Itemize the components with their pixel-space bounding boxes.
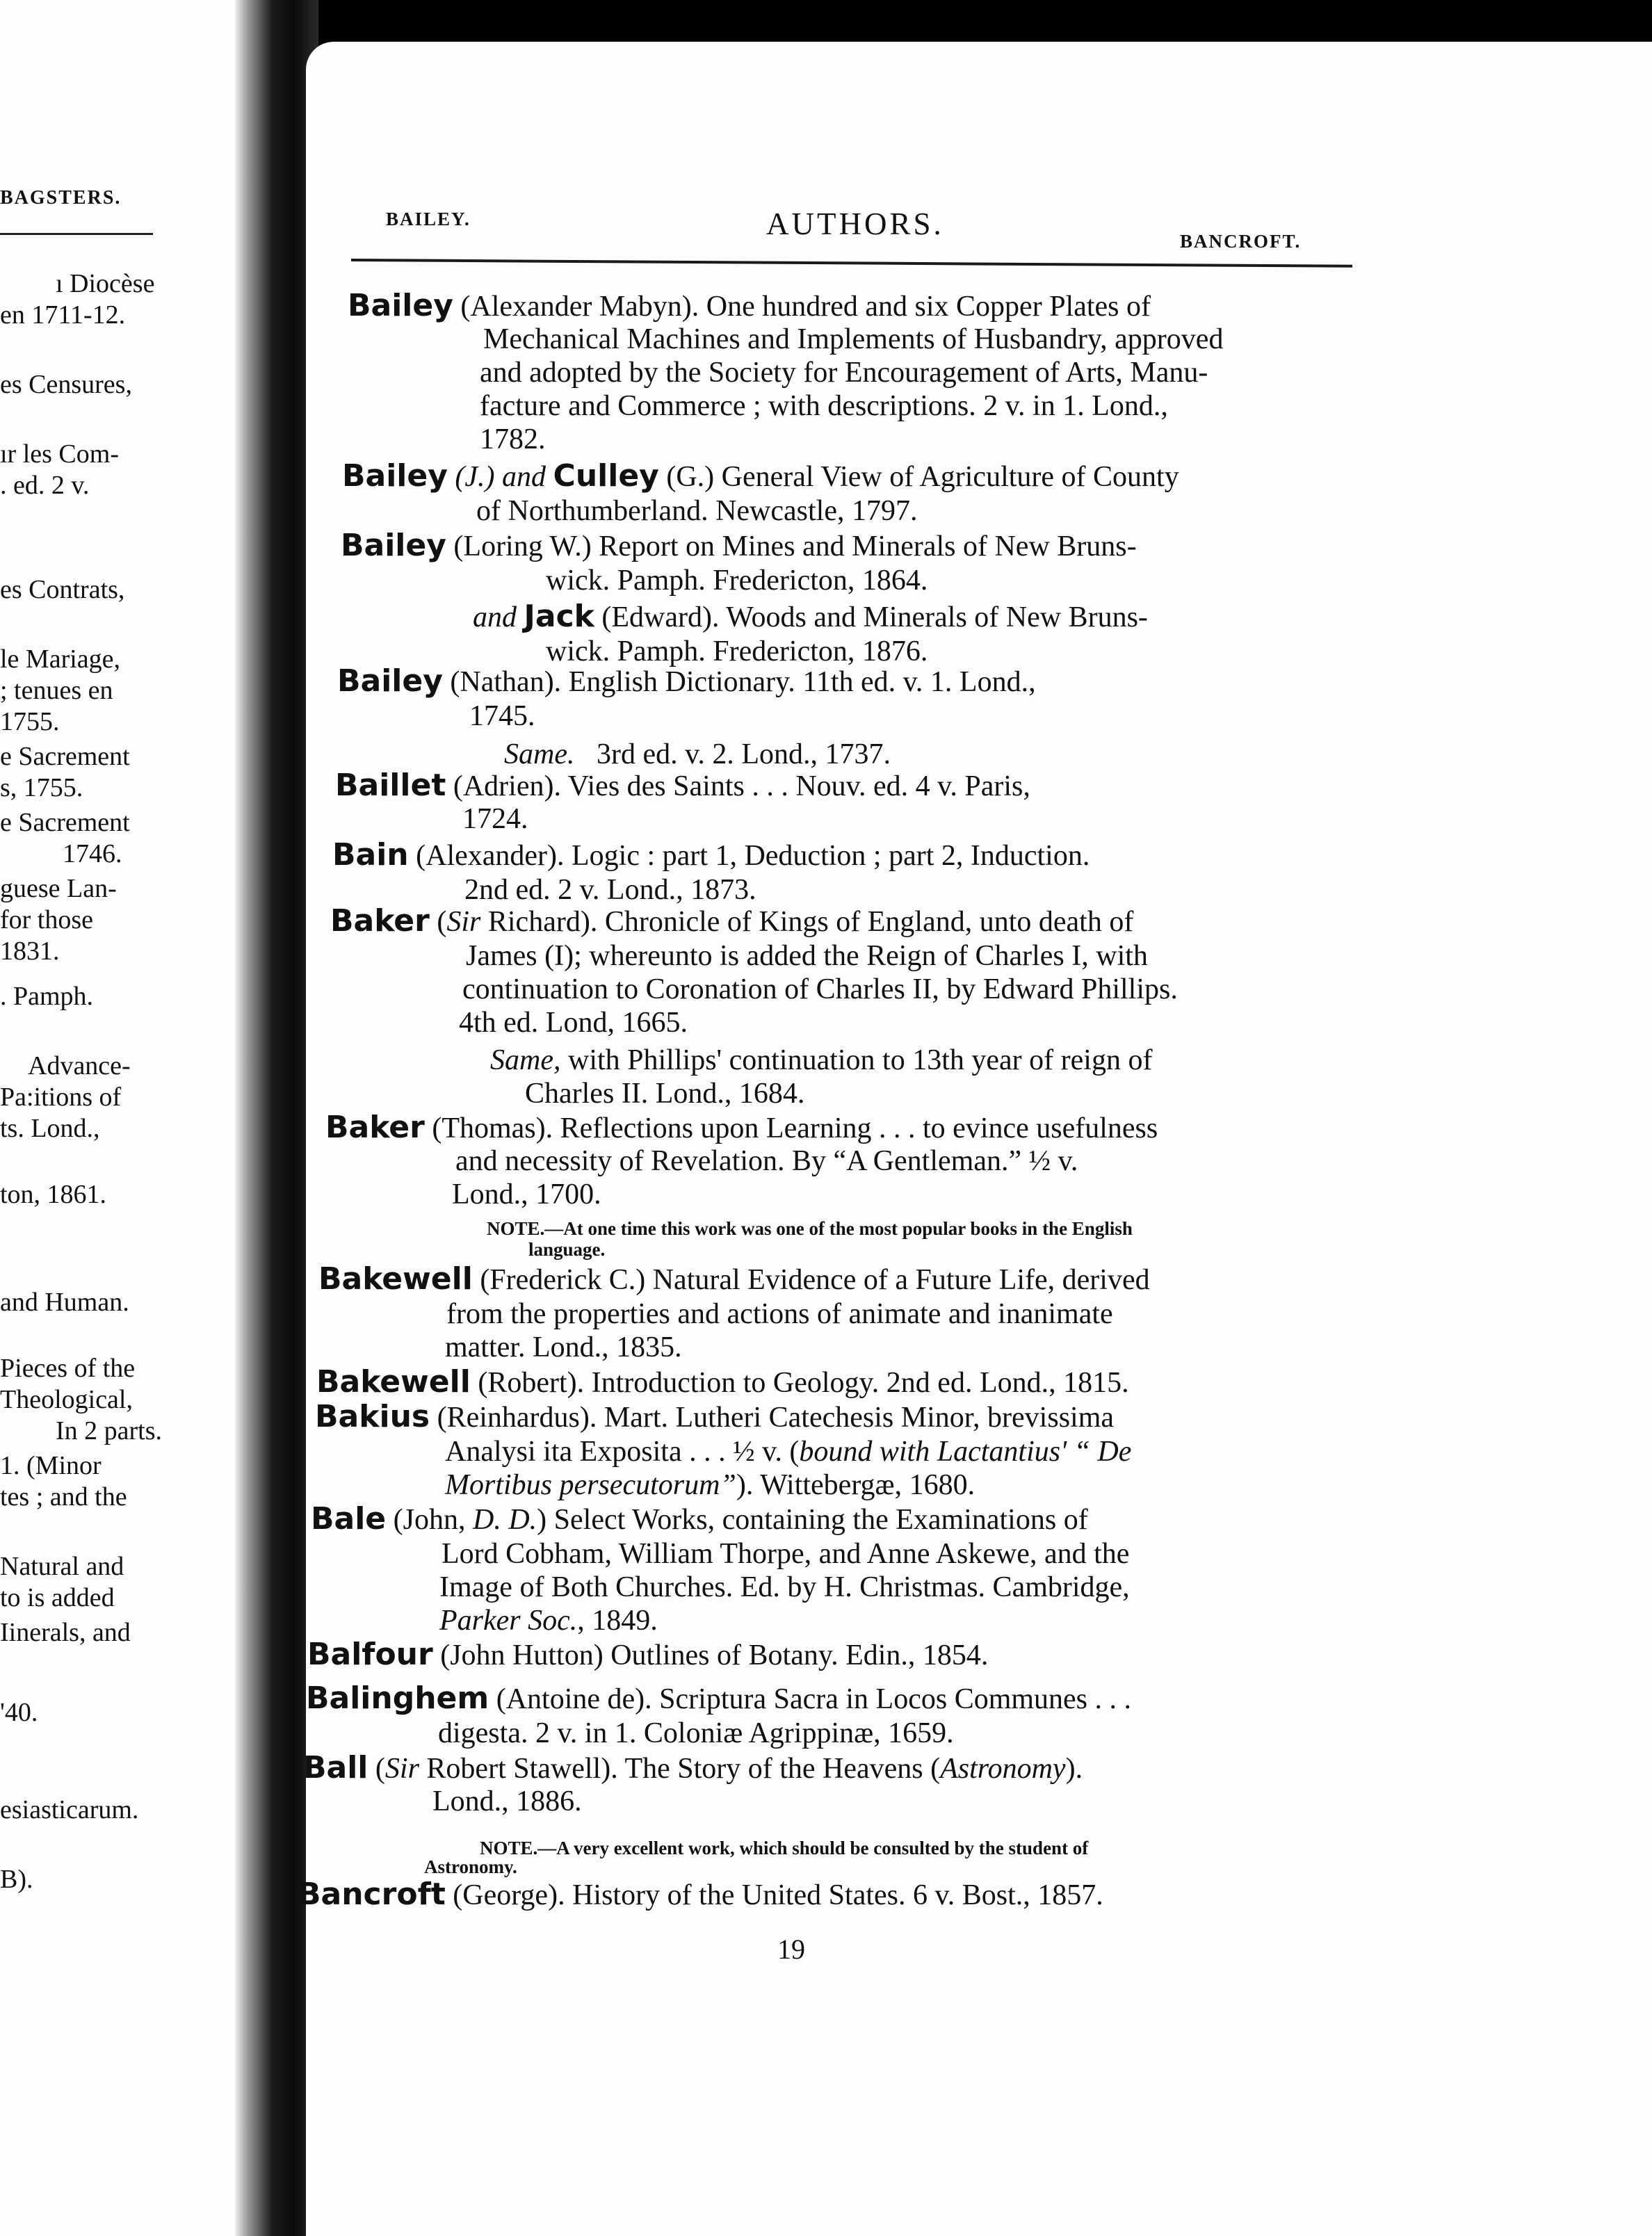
entry-bain: [332, 838, 1090, 873]
entry-text: , 1849.: [577, 1605, 658, 1637]
left-page-line: esiasticarum.: [0, 1795, 139, 1824]
entry-bailey-nathan: [337, 664, 1036, 699]
entry-text: Sir: [384, 1753, 419, 1785]
entry-text: (George). History of the United States. 6 v. Bost., 1857.: [453, 1879, 1103, 1911]
left-page-line: ; tenues en: [0, 676, 113, 705]
entry-text: Richard). Chronicle of Kings of England, unto death of: [487, 906, 1134, 938]
entry-bancroft: [298, 1877, 1103, 1913]
entry-text: Parker Soc.: [439, 1605, 578, 1637]
page-number: 19: [777, 1934, 805, 1965]
left-page-line: ton, 1861.: [0, 1180, 107, 1209]
left-page-fragment: [0, 0, 235, 2236]
entry-name-coauthor: Culley: [553, 458, 659, 494]
entry-line: [439, 1603, 658, 1638]
entry-text: (Antoine de). Scriptura Sacra in Locos Communes . . .: [496, 1683, 1132, 1715]
entry-text: (Robert). Introduction to Geology. 2nd ed. Lond., 1815.: [478, 1367, 1129, 1399]
left-page-line: 1. (Minor: [0, 1451, 102, 1480]
note-line: NOTE.—A very excellent work, which should be consulted by the student of: [480, 1838, 1089, 1858]
entry-line: [445, 1468, 975, 1502]
entry-name: Baker: [330, 903, 430, 939]
left-page-line: B).: [0, 1865, 33, 1894]
entry-line: and adopted by the Society for Encouragement of Arts, Manu-: [480, 357, 1208, 389]
entry-name-coauthor: Jack: [524, 599, 594, 634]
entry-baillet: [335, 768, 1030, 804]
entry-line: digesta. 2 v. in 1. Coloniæ Agrippinæ, 1659.: [438, 1717, 954, 1749]
note-line: NOTE.—At one time this work was one of the most popular books in the English: [487, 1218, 1133, 1239]
entry-name: Bain: [332, 837, 409, 873]
entry-name: Balinghem: [306, 1680, 489, 1716]
entry-text: (J.) and: [455, 461, 546, 493]
left-page-line: In 2 parts.: [56, 1416, 163, 1445]
entry-text: (John,: [393, 1504, 466, 1536]
left-page-line: for those: [0, 905, 94, 934]
entry-text: 3rd ed. v. 2. Lond., 1737.: [596, 738, 891, 770]
entry-name: Bailey: [341, 528, 446, 563]
left-page-line: and Human.: [0, 1288, 129, 1317]
running-head-title: AUTHORS.: [766, 206, 944, 241]
entry-name: Bale: [311, 1501, 387, 1537]
left-page-rule: [0, 233, 153, 235]
entry-line: Image of Both Churches. Ed. by H. Christmas. Cambridge,: [439, 1571, 1130, 1603]
entry-same: [490, 1043, 1152, 1078]
left-page-line: tes ; and the: [0, 1482, 127, 1512]
note-line: language.: [528, 1239, 606, 1260]
entry-balinghem: [306, 1681, 1131, 1717]
entry-text: (Alexander). Logic : part 1, Deduction ; part 2, Induction.: [416, 840, 1090, 872]
left-page-header: BAGSTERS.: [0, 187, 122, 209]
entry-text: Same,: [490, 1044, 561, 1076]
entry-name: Bancroft: [298, 1877, 446, 1912]
left-page-line: e Sacrement: [0, 742, 130, 771]
left-page-line: le Mariage,: [0, 645, 121, 674]
entry-line: 1745.: [469, 700, 535, 732]
entry-ball: [303, 1751, 1083, 1786]
entry-line: continuation to Coronation of Charles II, by Edward Phillips.: [462, 973, 1178, 1005]
entry-balfour: [307, 1637, 988, 1673]
running-head-left: BAILEY.: [386, 209, 471, 229]
left-page-line: Theological,: [0, 1385, 133, 1414]
left-page-line: guese Lan-: [0, 874, 117, 903]
entry-line: 1782.: [480, 423, 546, 455]
entry-text: (Frederick C.) Natural Evidence of a Future Life, derived: [480, 1264, 1150, 1296]
entry-text: (John Hutton) Outlines of Botany. Edin., 1854.: [440, 1639, 989, 1671]
entry-line: Mechanical Machines and Implements of Husbandry, approved: [483, 323, 1224, 355]
left-page-line: 1746.: [63, 839, 122, 868]
entry-name: Baillet: [335, 768, 446, 803]
entry-text: Astronomy: [940, 1753, 1066, 1785]
left-page-line: 1755.: [0, 707, 60, 736]
entry-name: Baker: [325, 1110, 425, 1145]
entry-baker-thomas: [325, 1110, 1158, 1146]
left-page-line: . ed. 2 v.: [0, 471, 90, 500]
left-page-line: . Pamph.: [0, 982, 94, 1011]
entry-text: Sir: [446, 906, 481, 938]
entry-line: wick. Pamph. Fredericton, 1864.: [546, 565, 928, 597]
entry-text: (Edward). Woods and Minerals of New Bruns-: [601, 601, 1148, 633]
entry-bale: [311, 1502, 1088, 1537]
entry-text: Robert Stawell). The Story of the Heavens (: [426, 1753, 941, 1785]
note-line: Astronomy.: [424, 1856, 517, 1877]
entry-text: D. D.: [473, 1504, 537, 1536]
entry-bailey-jack: [473, 599, 1148, 635]
left-page-line: es Contrats,: [0, 575, 125, 604]
left-page-line: ts. Lond.,: [0, 1114, 100, 1143]
left-page-line: s, 1755.: [0, 773, 83, 802]
entry-line: James (I); whereunto is added the Reign of Charles I, with: [466, 940, 1148, 972]
entry-name: Bailey: [348, 288, 453, 323]
entry-text: Analysi ita Exposita . . . ½ v. (: [445, 1436, 800, 1468]
entry-bailey-alexander: [348, 289, 1151, 324]
entry-text: (Adrien). Vies des Saints . . . Nouv. ed. 4 v. Paris,: [453, 770, 1030, 802]
left-page-line: '40.: [0, 1698, 38, 1727]
left-page-line: 1831.: [0, 937, 60, 966]
left-page-line: to is added: [0, 1583, 115, 1612]
entry-text: with Phillips' continuation to 13th year of reign of: [567, 1044, 1153, 1076]
entry-text: and: [473, 601, 517, 633]
entry-text: Mortibus persecutorum”: [445, 1469, 736, 1501]
entry-baker-richard: Baker (Sir Richard). Chronicle of Kings of England, unto death of: [330, 903, 1134, 939]
left-page-line: en 1711-12.: [0, 300, 126, 330]
entry-bailey-loring: [341, 528, 1137, 564]
entry-text: ) Select Works, containing the Examinations of: [537, 1504, 1088, 1536]
entry-text: (Loring W.) Report on Mines and Minerals of New Bruns-: [453, 530, 1137, 562]
entry-text: (Nathan). English Dictionary. 11th ed. v. 1. Lond.,: [450, 666, 1036, 698]
entry-name: Ball: [303, 1750, 369, 1785]
entry-line: of Northumberland. Newcastle, 1797.: [476, 495, 918, 527]
entry-bakewell-frederick: [318, 1262, 1150, 1297]
entry-name: Bakewell: [316, 1364, 471, 1400]
entry-bakius: [315, 1400, 1114, 1435]
left-page-line: Advance-: [28, 1051, 131, 1080]
entry-text: bound with Lactantius' “ De: [799, 1436, 1132, 1468]
entry-bailey-culley: [342, 459, 1179, 494]
entry-name: Bailey: [342, 458, 448, 494]
entry-same: [504, 737, 891, 772]
entry-line: and necessity of Revelation. By “A Gentleman.” ½ v.: [455, 1145, 1078, 1177]
entry-name: Bakewell: [318, 1261, 473, 1297]
entry-name: Balfour: [307, 1637, 433, 1672]
entry-line: Lond., 1886.: [432, 1785, 582, 1817]
entry-line: facture and Commerce ; with descriptions. 2 v. in 1. Lond.,: [480, 390, 1168, 422]
left-page-line: Pa:itions of: [0, 1083, 122, 1112]
left-page-line: Natural and: [0, 1552, 124, 1581]
entry-line: [445, 1434, 1131, 1469]
entry-line: from the properties and actions of animate and inanimate: [446, 1298, 1113, 1330]
entry-text: (Reinhardus). Mart. Lutheri Catechesis Minor, brevissima: [437, 1402, 1115, 1434]
entry-line: 4th ed. Lond, 1665.: [459, 1007, 688, 1039]
left-page-line: es Censures,: [0, 370, 132, 399]
entry-text: (Thomas). Reflections upon Learning . . . to evince usefulness: [432, 1112, 1158, 1144]
running-head-right: BANCROFT.: [1180, 231, 1302, 252]
left-page-line: Iinerals, and: [0, 1618, 131, 1647]
entry-text: (: [375, 1753, 385, 1785]
entry-line: 2nd ed. 2 v. Lond., 1873.: [464, 874, 756, 906]
entry-line: 1724.: [462, 803, 528, 835]
entry-line: Lond., 1700.: [452, 1178, 601, 1210]
entry-name: Bakius: [315, 1399, 430, 1434]
entry-text: (G.) General View of Agriculture of County: [666, 461, 1179, 493]
left-page-line: ır les Com-: [0, 439, 119, 469]
left-page-line: ı Diocèse: [56, 269, 155, 298]
entry-line: matter. Lond., 1835.: [445, 1331, 682, 1363]
entry-text: Same.: [504, 738, 575, 770]
entry-text: ). Wittebergæ, 1680.: [736, 1469, 975, 1501]
left-page-line: e Sacrement: [0, 808, 130, 837]
entry-line: Charles II. Lond., 1684.: [525, 1078, 805, 1110]
entry-bakewell-robert: [316, 1365, 1129, 1400]
entry-text: (Alexander Mabyn). One hundred and six Copper Plates of: [460, 291, 1151, 323]
entry-line: Lord Cobham, William Thorpe, and Anne Askewe, and the: [442, 1538, 1130, 1570]
entry-text: ).: [1065, 1753, 1083, 1785]
left-page-line: Pieces of the: [0, 1354, 136, 1383]
entry-line: wick. Pamph. Fredericton, 1876.: [546, 635, 928, 667]
entry-name: Bailey: [337, 663, 443, 699]
